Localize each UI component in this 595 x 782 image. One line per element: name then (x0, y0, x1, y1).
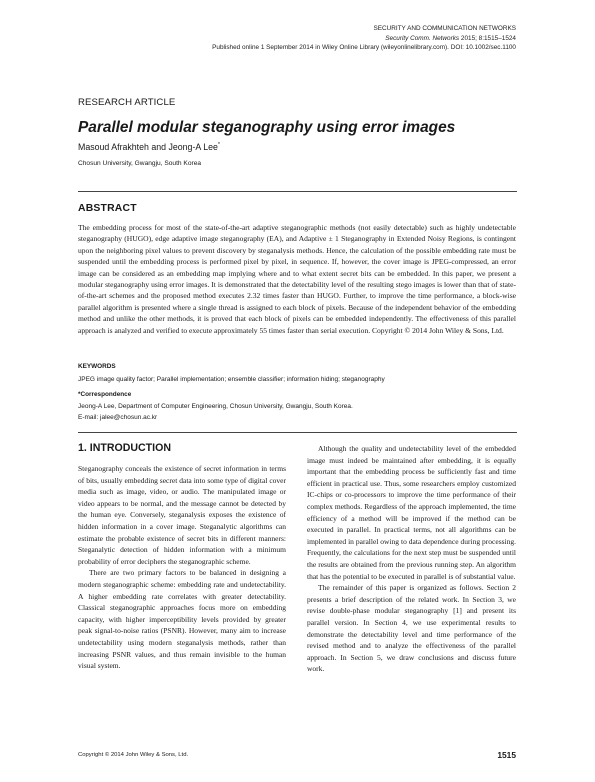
correspondence-heading: *Correspondence (78, 391, 132, 398)
abstract-bottom-rule (78, 432, 517, 433)
page-number: 1515 (497, 750, 516, 760)
keywords-heading: KEYWORDS (78, 363, 116, 370)
correspondence-email: E-mail: jalee@chosun.ac.kr (78, 414, 158, 421)
footer-copyright: Copyright © 2014 John Wiley & Sons, Ltd. (78, 752, 189, 758)
journal-citation-title: Security Comm. Networks (385, 34, 460, 42)
journal-citation-volume: 2015; 8:1515–1524 (459, 34, 516, 42)
article-type: RESEARCH ARTICLE (78, 97, 176, 108)
journal-name: SECURITY AND COMMUNICATION NETWORKS (373, 25, 516, 32)
author-line (78, 142, 220, 152)
abstract-text: The embedding process for most of the state-of-the-art adaptive steganographic methods (not easily detectable) such as highly undetectable steganography (HUGO), edge adaptive image steganography (EA), and Adaptive ± 1 Steganography in Extended Noisy Regions, is contingent upon the neighboring pixel values to prevent discovery by steganalysis methods. Hence, the calculation of the possible embedding rate must be suspended until the embedding process is performed pixel by pixel, in sequence. If, however, the cover image is JPEG-compressed, an error image can be considered as an embedding map implying where and to what extent secret bits can be embedded. In this paper, we present a modular steganography using error images. It is demonstrated that the detectability level of the resulting stego images is lower than that of state-of-the-art schemes and the proposed method executes 2.32 times faster than HUGO. Further, to improve the time performance, a block-wise parallel algorithm is presented where a single thread is assigned to each block of pixels. Because of the independent behavior of the embedding method and unlike the other methods, it is proved that each block of pixels can be embedded independently. The effectiveness of this parallel approach is analyzed and verified to execute approximately 55 times faster than serial execution. Copyright © 2014 John Wiley & Sons, Ltd. (78, 223, 516, 335)
paper-title: Parallel modular steganography using error images (78, 119, 456, 136)
journal-header (78, 24, 516, 53)
section-heading-introduction: 1. INTRODUCTION (78, 442, 171, 454)
abstract-heading: ABSTRACT (78, 203, 137, 214)
keywords-text: JPEG image quality factor; Parallel implementation; ensemble classifier; information hiding; steganography (78, 376, 385, 383)
intro-paragraph: The remainder of this paper is organized as follows. Section 2 presents a brief description of the related work. In Section 3, we revise double-phase modular steganography [1] and present its parallel version. In Section 4, we use experimental results to demonstrate the detectability level and time performance of the revised method and to analyze the effectiveness of the parallel approach. In Section 5, we draw conclusions and discuss future work. (307, 583, 516, 674)
right-column (307, 443, 516, 675)
affiliation: Chosun University, Gwangju, South Korea (78, 160, 202, 167)
intro-paragraph: There are two primary factors to be balanced in designing a modern steganographic scheme: embedding rate and undetectability. A higher embedding rate correlates with greater detectability. Classical steganographic approaches focus more on embedding capacity, with higher imperceptibility levels provided by greater peak signal-to-noise ratios (PSNR). However, many aim to increase undetectability using modern steganalysis methods, rather than increasing PSNR values, and thus remain invisible to the human visual system. (78, 568, 286, 671)
corresponding-author-mark: * (217, 142, 221, 149)
journal-citation (78, 34, 516, 44)
correspondence-address: Jeong-A Lee, Department of Computer Engineering, Chosun University, Gwangju, South Korea. (78, 403, 353, 410)
publication-info: Published online 1 September 2014 in Wiley Online Library (wileyonlinelibrary.com). DOI: 10.1002/sec.1100 (212, 44, 516, 52)
intro-paragraph: Although the quality and undetectability level of the embedded image must indeed be maintained after embedding, it is equally important that the embedding process be sufficiently fast and time efficient in practical use. Thus, some researchers employ customized IC-chips or co-processors to improve the time performance of their complex methods. Regardless of the approach implemented, the time efficiency of a method will be improved if the method can be executed in parallel. In practical terms, not all algorithms can be implemented in parallel owing to data dependence during processing. Frequently, the calculations for the next step must be suspended until the results are obtained from the previous running step. An algorithm that has the potential to be executed in parallel is of substantial value. (307, 444, 516, 581)
abstract-top-rule (78, 191, 517, 192)
intro-paragraph: Steganography conceals the existence of secret information in terms of bits, usually embedding secret data into some type of digital cover media such as image, video, or audio. The manipulated image or video appears to be normal, and the message cannot be detected by the human eye. Conversely, steganalysis exposes the existence of hidden information in a cover image. Steganalytic algorithms can estimate the probable existence of secret bits in different manners: Steganalytic detection of hidden information with a minimum probability of error deciphers the steganographic scheme. (78, 464, 286, 566)
left-column (78, 463, 286, 672)
authors: Masoud Afrakhteh and Jeong-A Lee (78, 142, 218, 152)
